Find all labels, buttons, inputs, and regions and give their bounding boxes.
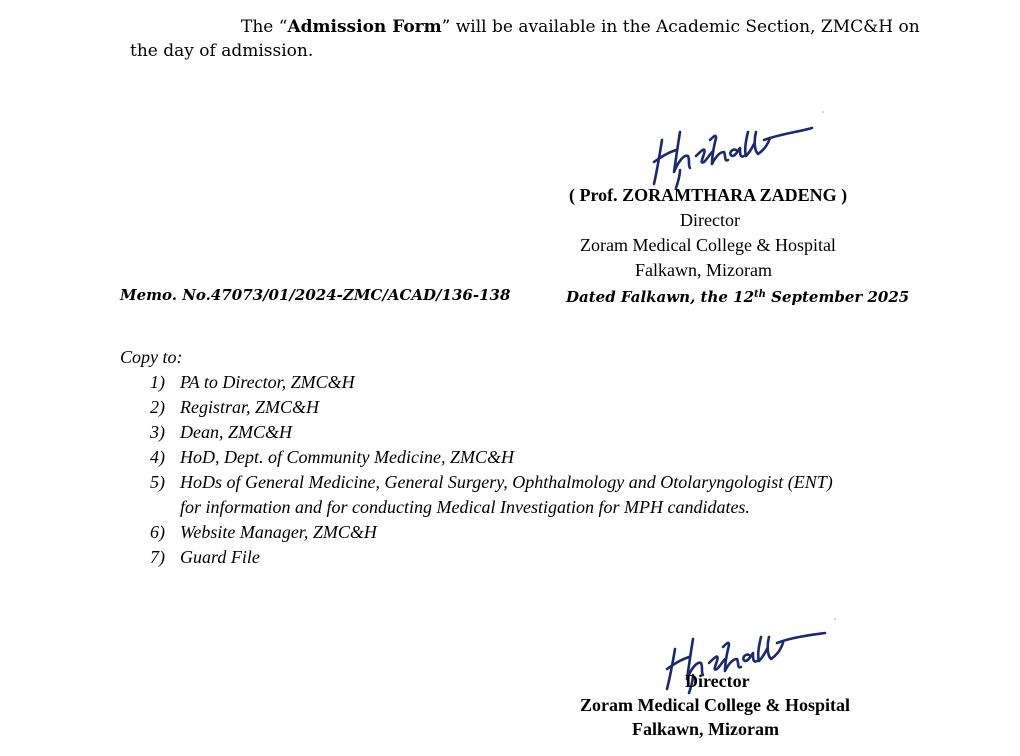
list-item-number: 2) bbox=[150, 397, 165, 417]
intro-line-2: the day of admission. bbox=[130, 41, 314, 61]
signature-image bbox=[640, 110, 830, 190]
list-item-number: 7) bbox=[150, 547, 165, 567]
signatory-org: Zoram Medical College & Hospital bbox=[580, 235, 836, 255]
footer-signatory-org: Zoram Medical College & Hospital bbox=[580, 695, 850, 715]
copy-to-heading: Copy to: bbox=[120, 347, 183, 367]
intro-text-prefix: The “ bbox=[241, 17, 288, 37]
list-item-text: Registrar, ZMC&H bbox=[180, 397, 320, 417]
list-item-number: 5) bbox=[150, 472, 165, 492]
list-item-number: 6) bbox=[150, 522, 165, 542]
list-item-number: 3) bbox=[150, 422, 165, 442]
list-item-text: Dean, ZMC&H bbox=[180, 422, 292, 442]
copy-to-list bbox=[0, 370, 1000, 570]
list-item-text: HoDs of General Medicine, General Surgery, Ophthalmology and Otolaryngologist (ENT) bbox=[180, 472, 833, 492]
footer-signatory-place: Falkawn, Mizoram bbox=[632, 719, 779, 739]
memo-date-suffix: September 2025 bbox=[765, 288, 910, 306]
memo-date bbox=[566, 285, 909, 307]
list-item-text: Guard File bbox=[180, 547, 260, 567]
memo-date-sup: th bbox=[754, 289, 766, 300]
list-item-text: Website Manager, ZMC&H bbox=[180, 522, 377, 542]
signatory-title: Director bbox=[680, 210, 740, 230]
list-item-number: 4) bbox=[150, 447, 165, 467]
list-item-number: 1) bbox=[150, 372, 165, 392]
intro-text-suffix: ” will be available in the Academic Section, ZMC&H on bbox=[441, 17, 920, 37]
intro-line-1 bbox=[241, 16, 920, 38]
memo-number: Memo. No.47073/01/2024-ZMC/ACAD/136-138 bbox=[120, 286, 511, 304]
signatory-name: ( Prof. ZORAMTHARA ZADENG ) bbox=[569, 185, 848, 205]
footer-signature-image bbox=[655, 615, 845, 695]
list-item-text: HoD, Dept. of Community Medicine, ZMC&H bbox=[180, 447, 514, 467]
footer-signatory-title: Director bbox=[685, 671, 750, 691]
admission-form-label: Admission Form bbox=[287, 17, 442, 37]
signatory-place: Falkawn, Mizoram bbox=[635, 260, 772, 280]
memo-date-prefix: Dated Falkawn, the 12 bbox=[566, 288, 755, 306]
list-item-text: PA to Director, ZMC&H bbox=[180, 372, 355, 392]
list-item-text-continued: for information and for conducting Medical Investigation for MPH candidates. bbox=[180, 497, 750, 517]
